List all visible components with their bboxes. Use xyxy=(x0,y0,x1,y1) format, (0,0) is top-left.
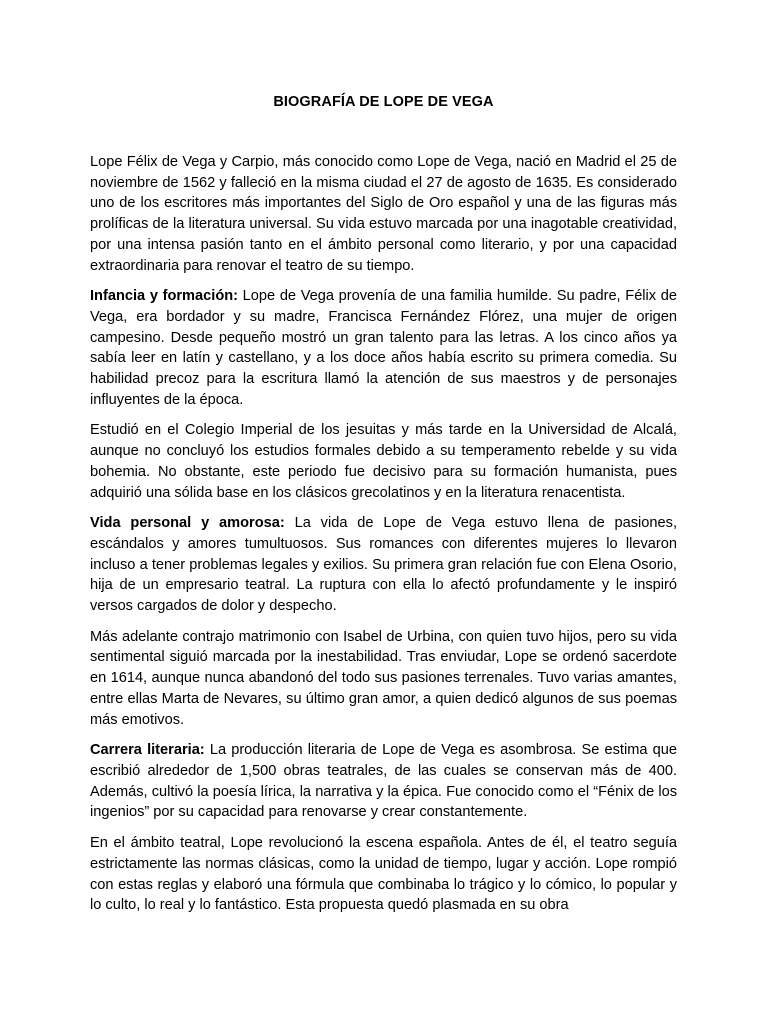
document-page xyxy=(90,92,677,926)
paragraph-text: Más adelante contrajo matrimonio con Isabel de Urbina, con quien tuvo hijos, pero su vida sentimental siguió marcada por la inestabilidad. Tras enviudar, Lope se ordenó sacerdote en 1614, aunque nunca abandonó del todo sus pasiones terrenales. Tuvo varias amantes, entre ellas Marta de Nevares, su último gran amor, a quien dedicó algunos de sus poemas más emotivos. xyxy=(90,628,677,728)
paragraph-carrera xyxy=(90,740,677,823)
document-title: BIOGRAFÍA DE LOPE DE VEGA xyxy=(273,94,494,110)
paragraph-text: En el ámbito teatral, Lope revolucionó la escena española. Antes de él, el teatro seguía estrictamente las normas clásicas, como la unidad de tiempo, lugar y acción. Lope rompió con estas reglas y elaboró una fórmula que combinaba lo trágico y lo cómico, lo popular y lo culto, lo real y lo fantástico. Esta propuesta quedó plasmada en su obra xyxy=(90,835,677,914)
paragraph-text: Lope de Vega provenía de una familia humilde. Su padre, Félix de Vega, era bordador y su madre, Francisca Fernández Flórez, una mujer de origen campesino. Desde pequeño mostró un gran talento para las letras. A los cinco años ya sabía leer en latín y castellano, y a los doce años había escrito su primera comedia. Su habilidad precoz para la escritura llamó la atención de sus maestros y de personajes influyentes de la época. xyxy=(90,288,677,408)
paragraph-text: Estudió en el Colegio Imperial de los jesuitas y más tarde en la Universidad de Alcalá, aunque no concluyó los estudios formales debido a su temperamento rebelde y su vida bohemia. No obstante, este periodo fue decisivo para su formación humanista, pues adquirió una sólida base en los clásicos grecolatinos y en la literatura renacentista. xyxy=(90,422,677,501)
paragraph-vida-personal xyxy=(90,513,677,617)
paragraph-infancia xyxy=(90,286,677,410)
section-heading-carrera: Carrera literaria: xyxy=(90,742,205,759)
paragraph-teatro xyxy=(90,833,677,916)
paragraph-text: Lope Félix de Vega y Carpio, más conocido como Lope de Vega, nació en Madrid el 25 de noviembre de 1562 y falleció en la misma ciudad el 27 de agosto de 1635. Es considerado uno de los escritores más importantes del Siglo de Oro español y una de las figuras más prolíficas de la literatura universal. Su vida estuvo marcada por una inagotable creatividad, por una intensa pasión tanto en el ámbito personal como literario, y por una capacidad extraordinaria para renovar el teatro de su tiempo. xyxy=(90,154,677,274)
paragraph-text: La vida de Lope de Vega estuvo llena de pasiones, escándalos y amores tumultuosos. Sus romances con diferentes mujeres lo llevaron incluso a tener problemas legales y exilios. Su primera gran relación fue con Elena Osorio, hija de un empresario teatral. La ruptura con ella lo afectó profundamente y le inspiró versos cargados de dolor y despecho. xyxy=(90,515,678,615)
section-heading-vida-personal: Vida personal y amorosa: xyxy=(90,515,285,532)
paragraph-matrimonio xyxy=(90,627,677,731)
paragraph-text: La producción literaria de Lope de Vega es asombrosa. Se estima que escribió alrededor de 1,500 obras teatrales, de las cuales se conservan más de 400. Además, cultivó la poesía lírica, la narrativa y la épica. Fue conocido como el “Fénix de los ingenios” por su capacidad para renovarse y crear constantemente. xyxy=(90,742,677,821)
paragraph-estudios xyxy=(90,420,677,503)
paragraph-intro xyxy=(90,152,677,276)
section-heading-infancia: Infancia y formación: xyxy=(90,288,239,305)
